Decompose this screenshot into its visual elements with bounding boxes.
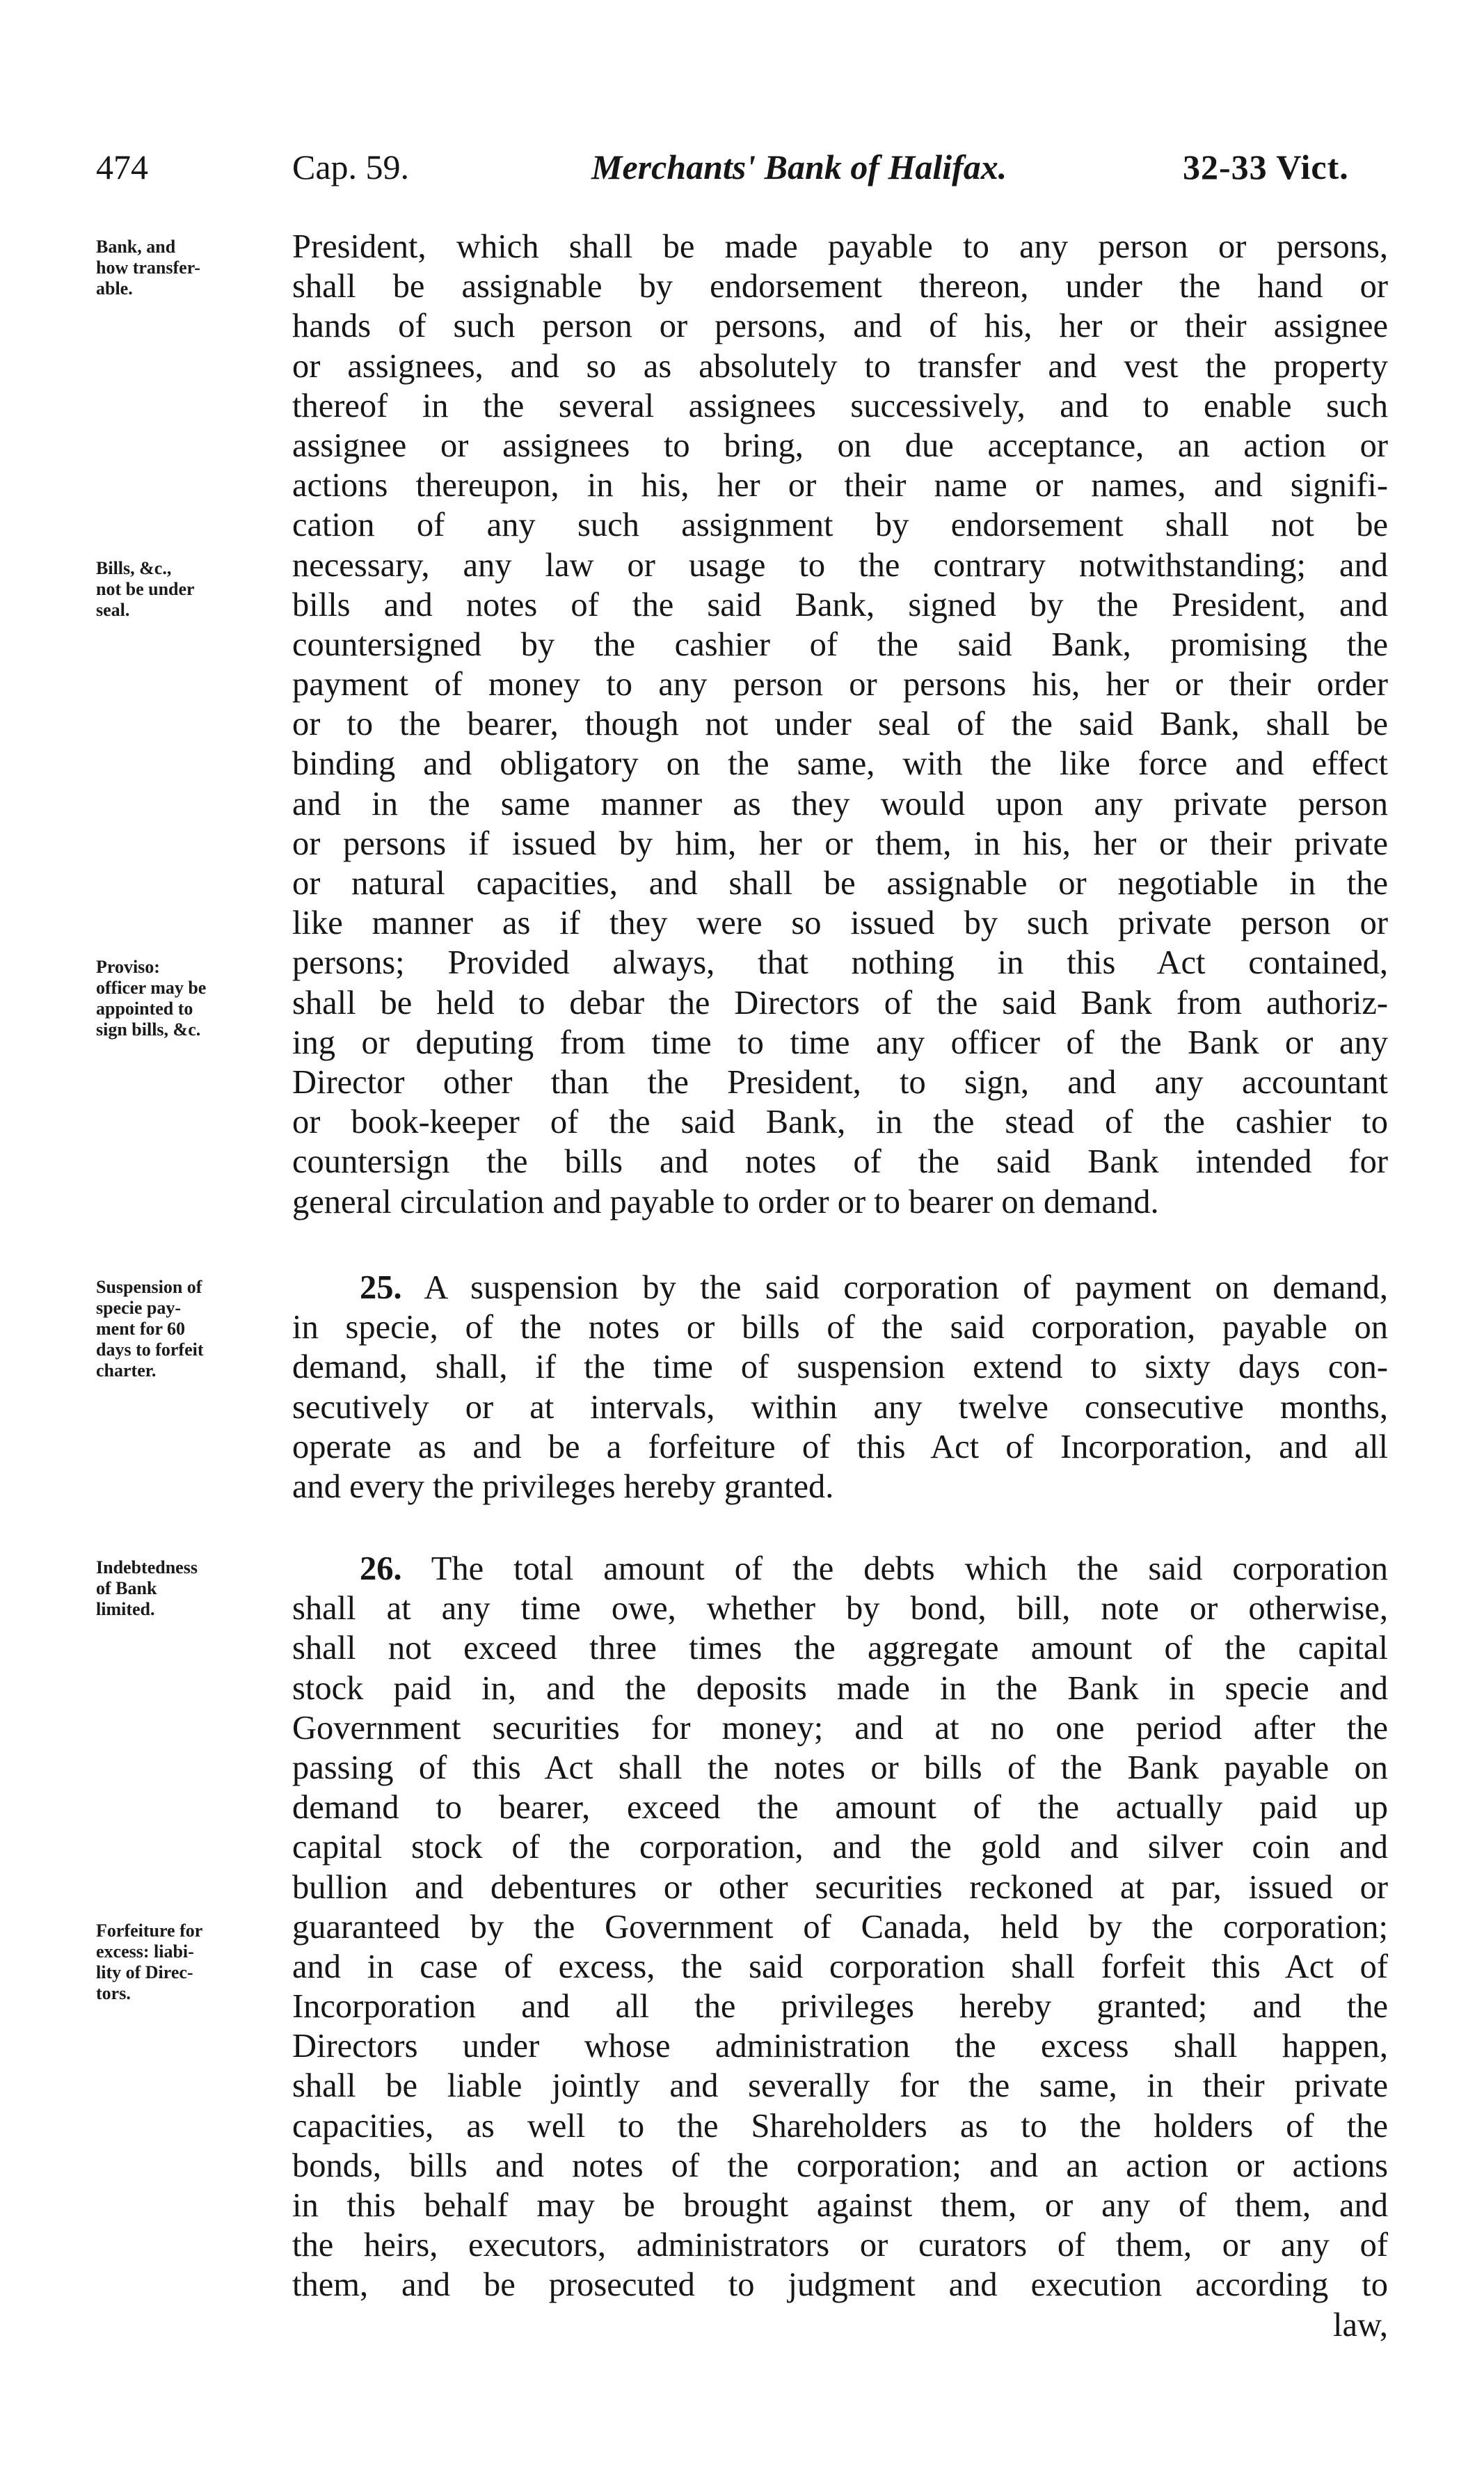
text-line: and in the same manner as they would upon any private person	[292, 785, 1388, 822]
continuation-paragraph	[292, 227, 1388, 1222]
section-26-first-text: The total amount of the debts which the said corporation	[431, 1550, 1388, 1587]
sidenote-line: Forfeiture for	[96, 1921, 203, 1941]
text-line: bills and notes of the said Bank, signed by the President, and	[292, 586, 1388, 623]
sidenote-line: officer may be	[96, 978, 207, 998]
sidenote-line: sign bills, &c.	[96, 1019, 201, 1040]
text-line: shall not exceed three times the aggregate amount of the capital	[292, 1630, 1388, 1667]
text-line: hands of such person or persons, and of his, her or their assignee	[292, 308, 1388, 345]
sidenote-line: lity of Direc-	[96, 1962, 193, 1982]
text-line: in specie, of the notes or bills of the said corporation, payable on	[292, 1309, 1388, 1346]
text-line: Government securities for money; and at no one period after the	[292, 1709, 1388, 1747]
text-line: or assignees, and so as absolutely to transfer and vest the property	[292, 347, 1388, 385]
text-line: the heirs, executors, administrators or curators of them, or any of	[292, 2227, 1388, 2264]
sidenote-line: appointed to	[96, 999, 193, 1019]
section-25-number: 25.	[360, 1269, 402, 1306]
sidenote-line: ment for 60	[96, 1319, 186, 1339]
text-line: guaranteed by the Government of Canada, held by the corporation;	[292, 1908, 1388, 1946]
sidenote-line: not be under	[96, 579, 195, 599]
sidenote-line: excess: liabi-	[96, 1941, 194, 1962]
running-title: Merchants' Bank of Halifax.	[591, 148, 1007, 186]
text-line: necessary, any law or usage to the contrary notwithstanding; and	[292, 546, 1388, 584]
section-26-number: 26.	[360, 1550, 402, 1587]
sidenote-proviso	[96, 957, 287, 1040]
text-line: or persons if issued by him, her or them, in his, her or their private	[292, 825, 1388, 862]
text-line: demand, shall, if the time of suspension extend to sixty days con-	[292, 1349, 1388, 1386]
text-line: or to the bearer, though not under seal of the said Bank, shall be	[292, 706, 1388, 743]
text-line: capacities, as well to the Shareholders as to the holders of the	[292, 2107, 1388, 2145]
sidenote-line: specie pay-	[96, 1298, 182, 1318]
sidenote-line: days to forfeit	[96, 1339, 204, 1360]
text-line: in this behalf may be brought against them, or any of them, and	[292, 2187, 1388, 2224]
text-line: and in case of excess, the said corporation shall forfeit this Act of	[292, 1948, 1388, 1985]
section-26-first-line	[292, 1549, 1388, 1589]
text-line: bullion and debentures or other securities reckoned at par, issued or	[292, 1868, 1388, 1906]
text-line: cation of any such assignment by endorsement shall not be	[292, 507, 1388, 544]
catchword: law,	[1332, 2306, 1388, 2344]
text-line: or natural capacities, and shall be assignable or negotiable in the	[292, 865, 1388, 902]
regnal-year: 32-33 Vict.	[1183, 148, 1349, 186]
text-line: demand to bearer, exceed the amount of the actually paid up	[292, 1789, 1388, 1827]
sidenote-line: Bank, and	[96, 237, 176, 257]
sidenote-line: able.	[96, 278, 133, 299]
sidenote-line: Indebtedness	[96, 1557, 198, 1577]
text-line: binding and obligatory on the same, with the like force and effect	[292, 745, 1388, 783]
text-line: payment of money to any person or persons his, her or their order	[292, 666, 1388, 703]
sidenote-suspension-of-specie	[96, 1277, 287, 1381]
text-line: actions thereupon, in his, her or their name or names, and signifi-	[292, 467, 1388, 504]
sidenote-line: of Bank	[96, 1578, 157, 1598]
sidenote-line: seal.	[96, 600, 130, 620]
section-25	[292, 1268, 1388, 1506]
text-line: ing or deputing from time to time any officer of the Bank or any	[292, 1024, 1388, 1061]
sidenote-line: charter.	[96, 1360, 157, 1381]
text-line: shall be liable jointly and severally for the same, in their private	[292, 2067, 1388, 2105]
text-line: shall at any time owe, whether by bond, bill, note or otherwise,	[292, 1590, 1388, 1628]
text-line: persons; Provided always, that nothing in this Act contained,	[292, 944, 1388, 982]
sidenote-line: Suspension of	[96, 1277, 202, 1297]
chapter-label: Cap. 59.	[292, 148, 410, 186]
sidenote-bank-transferable	[96, 237, 287, 299]
text-line: or book-keeper of the said Bank, in the stead of the cashier to	[292, 1104, 1388, 1141]
sidenote-bills-not-under-seal	[96, 558, 287, 621]
text-line: like manner as if they were so issued by such private person or	[292, 905, 1388, 942]
text-line: stock paid in, and the deposits made in the Bank in specie and	[292, 1669, 1388, 1707]
text-line: shall be held to debar the Directors of the said Bank from authoriz-	[292, 984, 1388, 1021]
text-line: capital stock of the corporation, and the gold and silver coin and	[292, 1829, 1388, 1866]
text-line: thereof in the several assignees successively, and to enable such	[292, 387, 1388, 424]
sidenote-forfeiture-for-excess	[96, 1921, 287, 2004]
text-line: Incorporation and all the privileges hereby granted; and the	[292, 1988, 1388, 2026]
text-line: Directors under whose administration the excess shall happen,	[292, 2028, 1388, 2065]
text-line: bonds, bills and notes of the corporation; and an action or actions	[292, 2147, 1388, 2184]
text-line: operate as and be a forfeiture of this Act of Incorporation, and all	[292, 1428, 1388, 1465]
text-line: them, and be prosecuted to judgment and execution according to	[292, 2266, 1388, 2304]
text-line: general circulation and payable to order or to bearer on demand.	[292, 1183, 1159, 1220]
sidenote-line: tors.	[96, 1983, 131, 2003]
sidenote-indebtedness-limited	[96, 1557, 287, 1620]
section-25-first-line	[292, 1268, 1388, 1307]
text-line: President, which shall be made payable to any person or persons,	[292, 228, 1388, 265]
sidenote-line: how transfer-	[96, 257, 200, 278]
text-line: passing of this Act shall the notes or bills of the Bank payable on	[292, 1749, 1388, 1786]
text-line: assignee or assignees to bring, on due acceptance, an action or	[292, 427, 1388, 464]
text-line: countersign the bills and notes of the said Bank intended for	[292, 1143, 1388, 1181]
text-line: countersigned by the cashier of the said Bank, promising the	[292, 626, 1388, 663]
sidenote-line: Proviso:	[96, 957, 160, 977]
section-26	[292, 1549, 1388, 2345]
section-25-first-text: A suspension by the said corporation of payment on demand,	[424, 1269, 1389, 1306]
sidenote-line: Bills, &c.,	[96, 558, 172, 578]
sidenote-line: limited.	[96, 1599, 155, 1619]
text-line: shall be assignable by endorsement thereon, under the hand or	[292, 268, 1388, 305]
text-line: and every the privileges hereby granted.	[292, 1468, 834, 1505]
text-line: Director other than the President, to sign, and any accountant	[292, 1063, 1388, 1101]
running-header	[0, 143, 1484, 198]
page-number: 474	[96, 148, 148, 186]
text-line: secutively or at intervals, within any twelve consecutive months,	[292, 1388, 1388, 1426]
